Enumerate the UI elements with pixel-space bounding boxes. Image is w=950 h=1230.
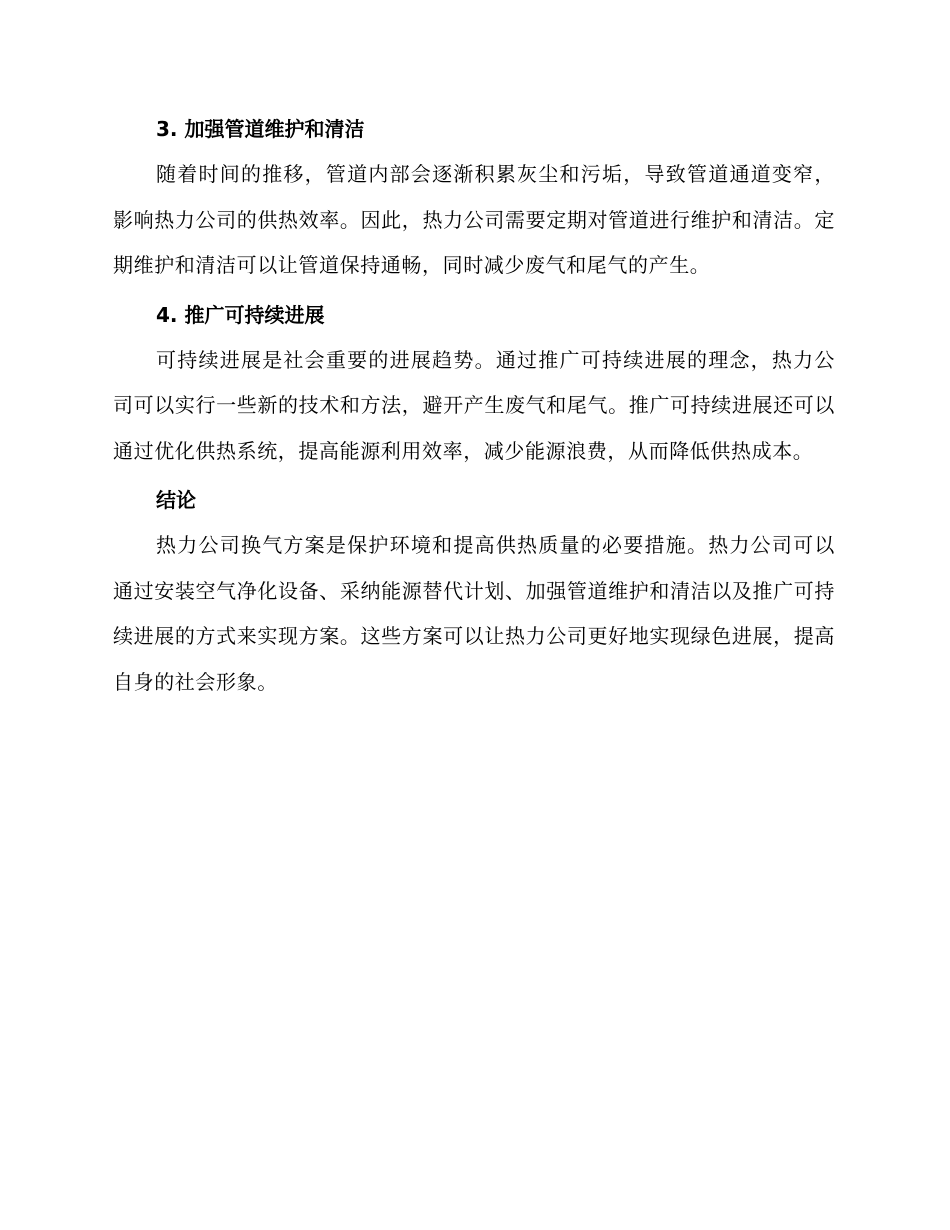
paragraph-sustainable-development: 可持续进展是社会重要的进展趋势。通过推广可持续进展的理念，热力公司可以实行一些新的技术和方法，避开产生废气和尾气。推广可持续进展还可以通过优化供热系统，提高能源利用效率，减少能源浪费，从而降低供热成本。 <box>113 347 835 463</box>
section-heading-pipeline-maintenance: 3. 加强管道维护和清洁 <box>156 117 365 141</box>
spacer <box>113 474 835 483</box>
paragraph-conclusion: 热力公司换气方案是保护环境和提高供热质量的必要措施。热力公司可以通过安装空气净化设备、采纳能源替代计划、加强管道维护和清洁以及推广可持续进展的方式来实现方案。这些方案可以让热力公司更好地实现绿色进展，提高自身的社会形象。 <box>113 533 835 694</box>
paragraph-pipeline-maintenance: 随着时间的推移，管道内部会逐渐积累灰尘和污垢，导致管道通道变窄，影响热力公司的供热效率。因此，热力公司需要定期对管道进行维护和清洁。定期维护和清洁可以让管道保持通畅，同时减少废气和尾气的产生。 <box>113 162 835 277</box>
section-heading-conclusion: 结论 <box>156 488 196 512</box>
spacer <box>113 289 835 298</box>
section-heading-sustainable-development: 4. 推广可持续进展 <box>156 302 325 327</box>
document-body <box>113 112 835 705</box>
